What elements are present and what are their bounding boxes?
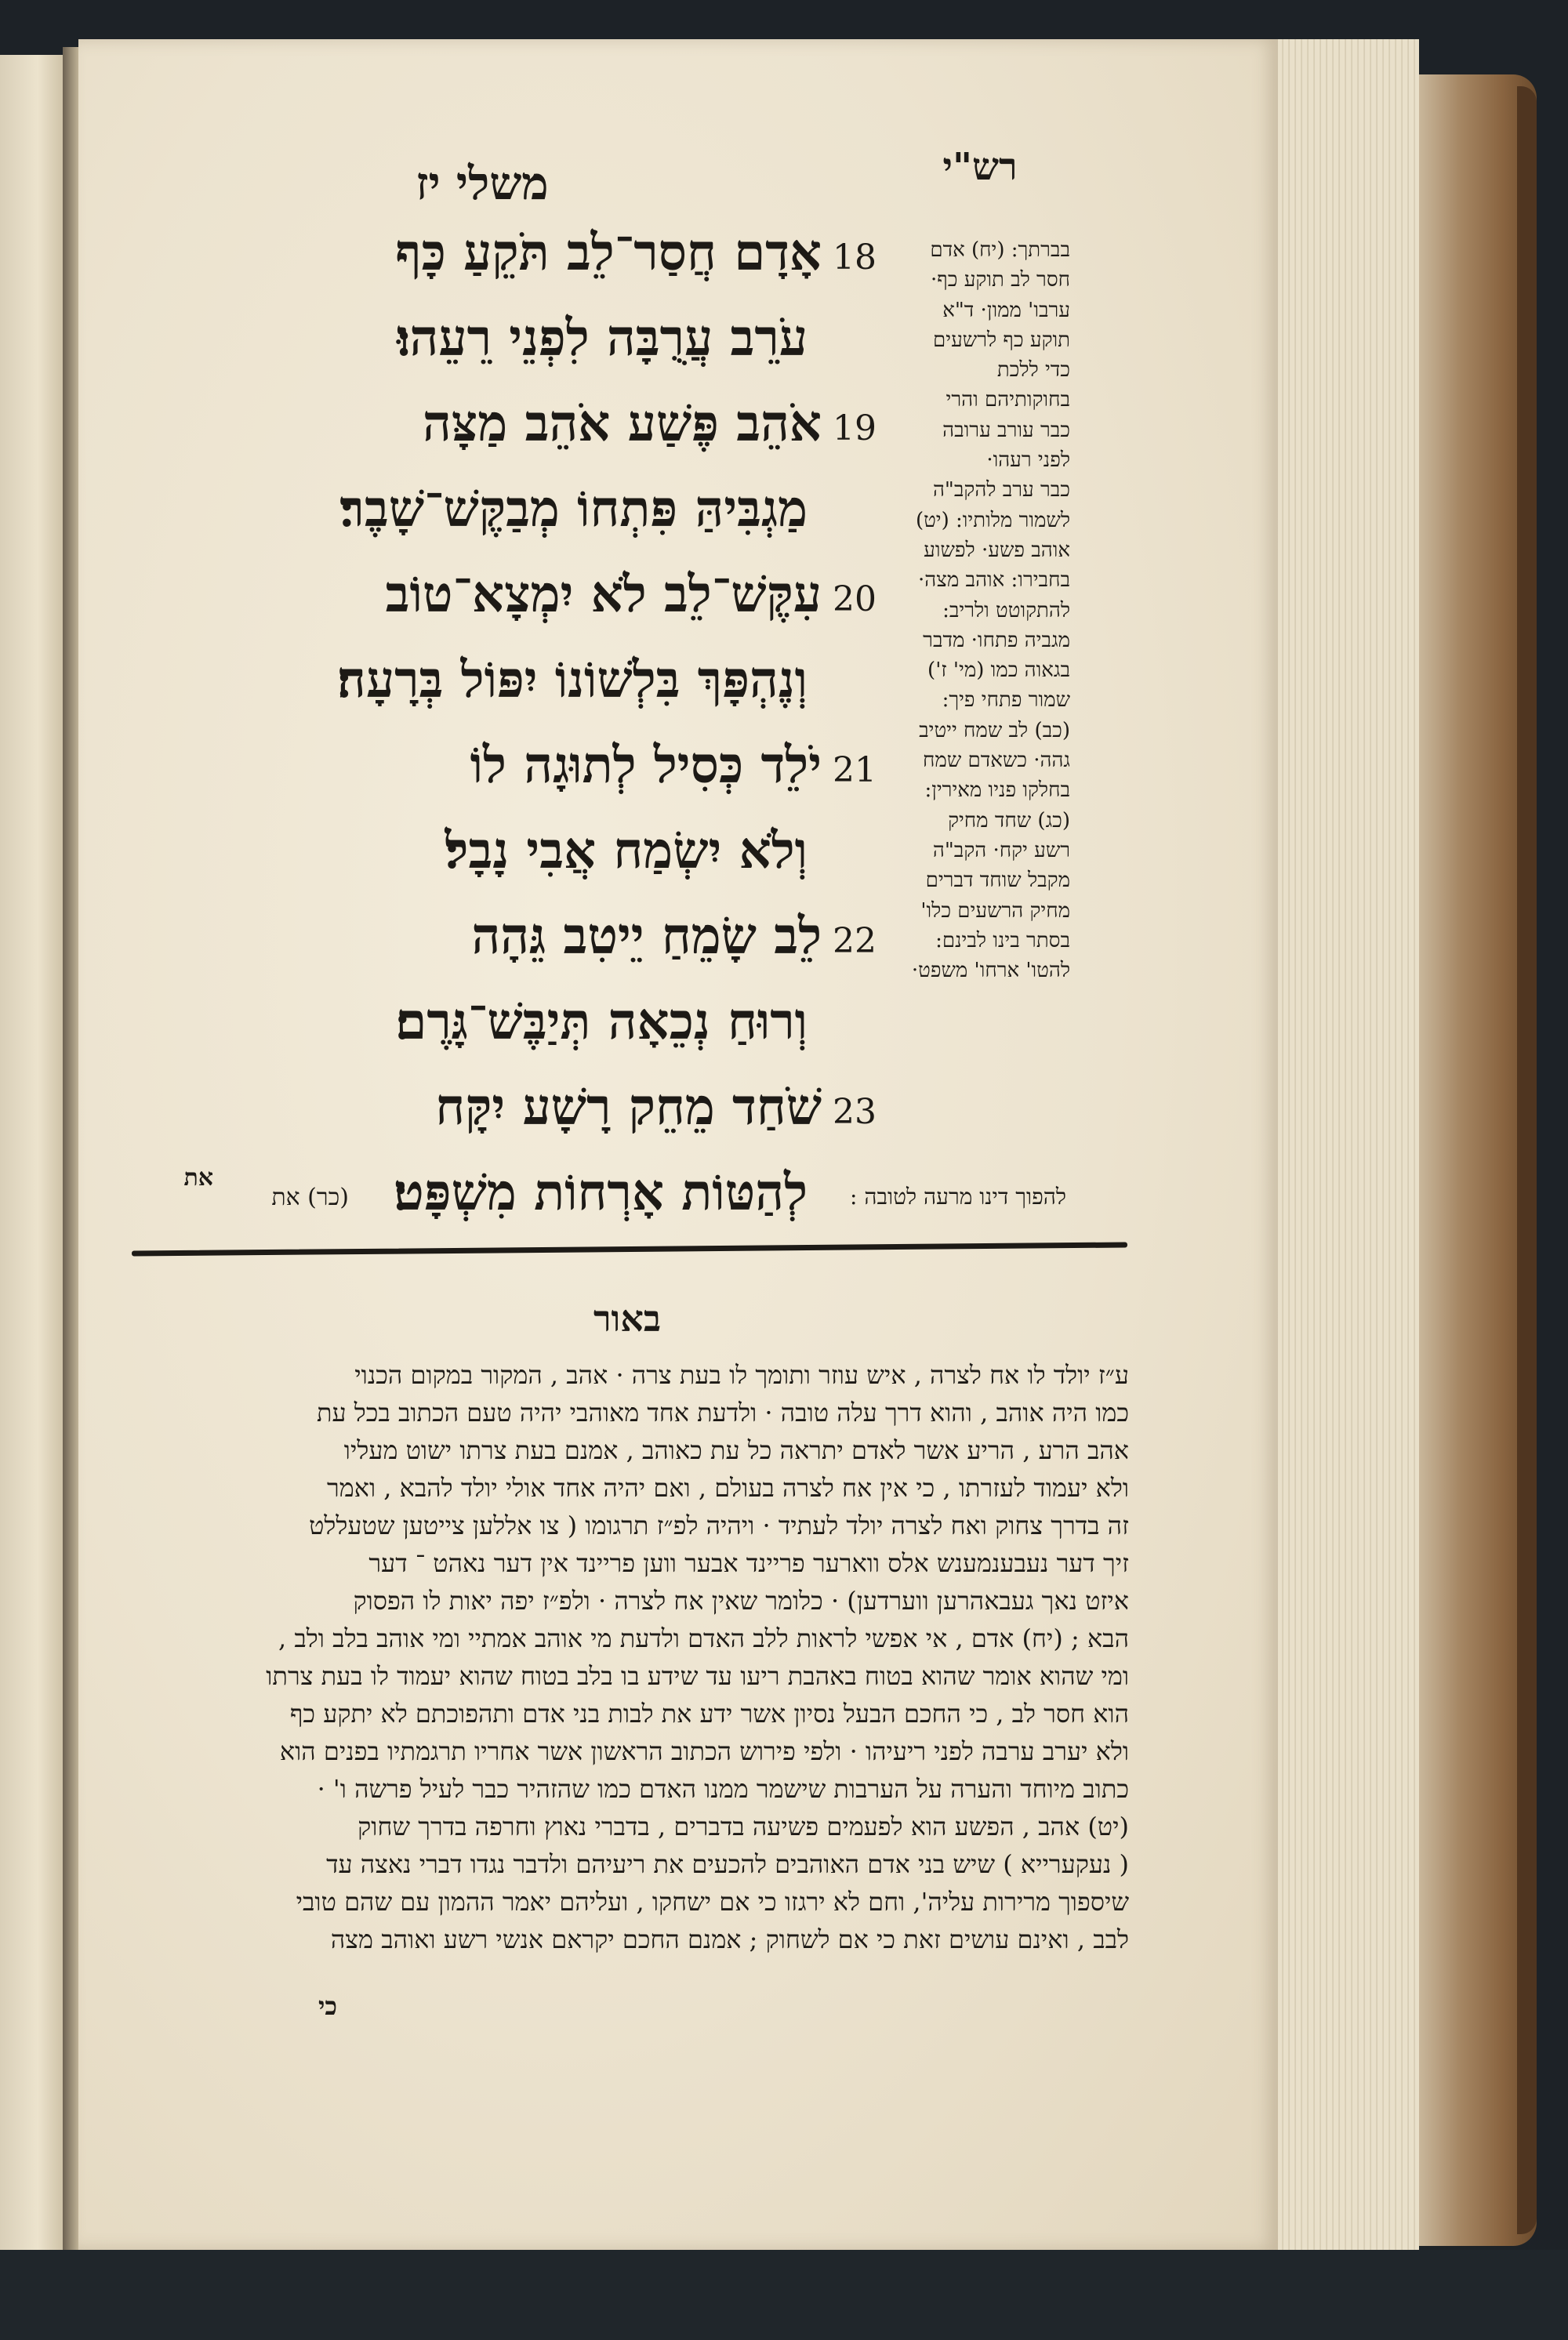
biur-line: שיספוך מרירות עליה', וחם לא ירגזו כי אם ישחקו , ועליהם יאמר ההמון עם שהם טובי (296, 1887, 1129, 1917)
verse-catch-note: (כר) את (271, 1184, 349, 1211)
biur-line: כתוב מיוחד והערה על הערבות שישמר ממנו האדם כמו שהזהיר כבר לעיל פרשה ו' · (317, 1774, 1129, 1804)
rashi-line: מגביה פתחו· מדבר (923, 628, 1070, 652)
page-stack-edge (1278, 39, 1419, 2250)
verse-text: לֵב שָׂמֵחַ יֵיטִב גֵּהָה (471, 907, 822, 966)
verse-text: אָדָם חֲסַר־לֵב תֹּקֵעַ כָּף (395, 223, 822, 282)
verse-line (149, 907, 894, 992)
verse-line (149, 565, 894, 651)
verse-text: אֹהֵב פֶּשַׁע אֹהֵב מַצָּה (423, 394, 822, 453)
verse-line (149, 1078, 894, 1163)
verse-line (149, 394, 894, 480)
rashi-line: בגאוה כמו (מי' ז') (927, 658, 1070, 683)
rashi-line: כדי ללכת (996, 358, 1070, 383)
verse-line (149, 992, 894, 1078)
rashi-line: שמור פתחי פיך: (942, 688, 1070, 713)
rashi-line: מחיק הרשעים כלו' (920, 898, 1070, 923)
verse-line (149, 822, 894, 907)
verse-text: שֹׁחַד מֵחֵק רָשָׁע יִקָּח (435, 1078, 822, 1137)
biur-line: זיך דער נעבענמענש אלס ווארער פריינד אבער ווען פריינד אין דער נאהט ־ דער (368, 1548, 1129, 1578)
cover-edge (1517, 86, 1537, 2234)
rashi-line: רשע יקח· הקב"ה (932, 838, 1070, 862)
verse-text: יֹלֵד כְּסִיל לְתוּגָה לוֹ (470, 736, 822, 795)
rashi-line: להטו' ארחו' משפט· (911, 959, 1070, 983)
biur-line: (יט) אהב , הפשע הוא לפעמים פשיעה בדברים , בדברי נאוץ וחרפה בדרך שחוק (358, 1812, 1129, 1841)
rashi-line: תוקע כף לרשעים (933, 328, 1070, 352)
backdrop (0, 2250, 1568, 2340)
rashi-line: בברתך: (יח) אדם (930, 238, 1070, 262)
verse-line (149, 480, 894, 565)
book-gutter (63, 47, 78, 2250)
rashi-line: כבר ערב להקב"ה (932, 478, 1070, 502)
rashi-line: אוהב פשע· לפשוע (924, 538, 1070, 562)
verse-number: 18 (833, 238, 877, 278)
facing-page-marks (0, 55, 24, 2250)
biur-commentary (125, 1356, 1129, 1958)
rashi-line: גהה· כשאדם שמח (923, 749, 1070, 773)
rashi-line: בסתר בינו לבינם: (935, 928, 1070, 952)
catchword-bottom: כי (318, 1991, 337, 2021)
rashi-line: להתקוטט ולריב: (942, 598, 1070, 622)
biur-line: לבב , ואינם עושים זאת כי אם לשחוק ; אמנם החכם יקראם אנשי רשע ואוהב מצה (330, 1925, 1129, 1954)
biur-line: איזט נאך געבאהרען ווערדען) · כלומר שאין אח לצרה · ולפ״ז יפה יאות לו הפסוק (353, 1586, 1129, 1616)
biur-heading: באור (593, 1297, 662, 1340)
biur-line: הוא חסר לב , כי החכם הבעל נסיון אשר ידע את לבות בני אדם ותהפוכתם לא יתקע כף (289, 1699, 1129, 1729)
verse-text: וְנֶהְפָּךְ בִּלְשׁוֹנוֹ יִפּוֹל בְּרָעָה׃ (337, 651, 808, 709)
verse-line (149, 223, 894, 309)
rashi-line: לפני רעהו· (986, 448, 1070, 473)
verse-text: וְרוּחַ נְכֵאָה תְּיַבֶּשׁ־גָּרֶם׃ (395, 992, 808, 1051)
rashi-final-line: להפוך דינו מרעה לטובה : (850, 1184, 1066, 1210)
rashi-line: בחבירו: אוהב מצה· (918, 568, 1070, 593)
verse-text: וְלֹא יִשְׂמַח אֲבִי נָבָל׃ (445, 822, 808, 880)
rashi-line: (כג) שחד מחיק (948, 808, 1070, 833)
biur-line: ולא יערב ערבה לפני ריעיהו · ולפי פירוש הכתוב הראשון אשר אחריו תרגמתיו בפנים הוא (279, 1736, 1129, 1766)
rashi-commentary (890, 235, 1070, 985)
verse-line (149, 736, 894, 822)
verse-number: 20 (833, 579, 877, 619)
verse-line (149, 651, 894, 736)
rashi-line: בחלקו פניו מאירין: (924, 778, 1070, 803)
biur-line: אהב הרע , הריע אשר לאדם יתראה כל עת כאוהב , אמנם בעת צרתו ישוט מעליו (343, 1435, 1129, 1465)
running-head-title: משלי יז (416, 157, 549, 210)
biur-line: זה בדרך צחוק ואח לצרה יולד לעתיד · ויהיה לפ״ז תרגומו ( צו אללען צייטען שטעללט (309, 1511, 1129, 1540)
rashi-line: כבר עורב ערובה (942, 418, 1070, 442)
catchword-top: את (183, 1164, 213, 1192)
verse-text: עִקֶּשׁ־לֵב לֹא יִמְצָא־טוֹב (385, 565, 822, 624)
verse-line (149, 309, 894, 394)
verse-block (149, 223, 894, 1249)
rashi-line: בחוקותיהם והרי (946, 388, 1070, 412)
biur-line: ע״ז יולד לו אח לצרה , איש עוזר ותומך לו בעת צרה · אהב , המקור במקום הכנוי (354, 1360, 1129, 1390)
rashi-line: (כב) לב שמח ייטיב (919, 718, 1070, 742)
biur-line: כמו היה אוהב , והוא דרך עלה טובה · ולדעת אחד מאוהבי יהיה טעם הכתוב בכל עת (316, 1398, 1129, 1428)
verse-text: מַגְבִּיהַּ פִּתְחוֹ מְבַקֶּשׁ־שָׁבֶר׃ (339, 480, 808, 539)
verse-number: 19 (833, 408, 877, 448)
verse-number: 23 (833, 1092, 877, 1132)
verse-number: 21 (833, 750, 877, 790)
biur-line: הבא ; (יח) אדם , אי אפשי לראות ללב האדם ולדעת מי אוהב אמתיי ומי אוהב בלב ולב , (278, 1623, 1129, 1653)
biur-line: ( נעקערייא ) שיש בני אדם האוהבים להכעים את ריעיהם ולדבר נגדו דברי נאצה עד (326, 1849, 1129, 1879)
verse-number: 22 (833, 921, 877, 961)
verse-text: עֹרֵב עֲרֻבָּה לִפְנֵי רֵעֵהוּ׃ (397, 309, 808, 368)
rashi-line: ערבו' ממון· ד"א (942, 298, 1070, 322)
running-head-rashi: רש"י (942, 145, 1018, 189)
biur-line: ומי שהוא אומר שהוא בטוח באהבת ריעו עד שידע בו בלב בטוח שהוא יעמוד לו בעת צרתו (266, 1661, 1129, 1691)
rashi-line: מקבל שוחד דברים (925, 869, 1070, 893)
verse-text: לְהַטּוֹת אָרְחוֹת מִשְׁפָּט׃ (394, 1163, 808, 1222)
biur-line: ולא יעמוד לעזרתו , כי אין אח לצרה בעולם , ואם יהיה אחד אולי יולד להבא , ואמר (327, 1473, 1129, 1503)
rashi-line: חסר לב תוקע כף· (930, 268, 1070, 292)
facing-page-edge (0, 55, 65, 2250)
rashi-line: לשמור מלותיו: (יט) (915, 508, 1070, 532)
